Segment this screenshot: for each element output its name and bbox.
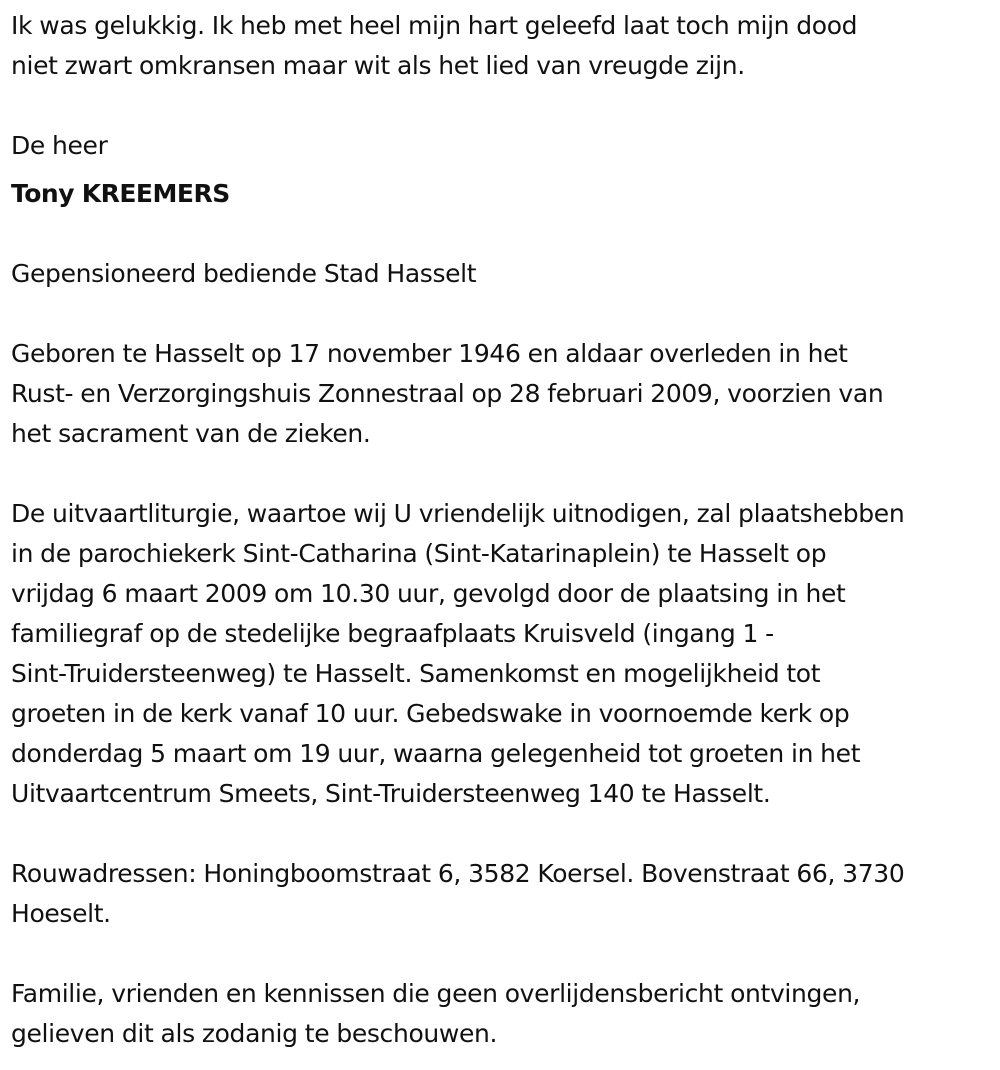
obituary-notice [11, 6, 996, 1054]
paragraph-line: Rouwadressen: Honingboomstraat 6, 3582 Koersel. Bovenstraat 66, 3730 [11, 859, 905, 888]
funeral-paragraph [11, 494, 996, 814]
paragraph-line: Familie, vrienden en kennissen die geen overlijdensbericht ontvingen, [11, 979, 861, 1008]
addresses-paragraph [11, 854, 996, 934]
closing-paragraph [11, 974, 996, 1054]
honorific: De heer [11, 131, 108, 160]
paragraph-line: donderdag 5 maart om 19 uur, waarna gelegenheid tot groeten in het [11, 739, 861, 768]
paragraph-line: De uitvaartliturgie, waartoe wij U vriendelijk uitnodigen, zal plaatshebben [11, 499, 905, 528]
paragraph-line: het sacrament van de zieken. [11, 419, 371, 448]
paragraph-line: groeten in de kerk vanaf 10 uur. Gebedswake in voornoemde kerk op [11, 699, 850, 728]
spacer [11, 86, 996, 126]
paragraph-line: familiegraf op de stedelijke begraafplaats Kruisveld (ingang 1 - [11, 619, 774, 648]
birth-death-paragraph [11, 334, 996, 454]
deceased-name: Tony KREEMERS [11, 179, 230, 208]
paragraph-line: Hoeselt. [11, 899, 111, 928]
quote-line: Ik was gelukkig. Ik heb met heel mijn hart geleefd laat toch mijn dood [11, 11, 858, 40]
paragraph-line: Rust- en Verzorgingshuis Zonnestraal op 28 februari 2009, voorzien van [11, 379, 884, 408]
spacer [11, 294, 996, 334]
spacer [11, 934, 996, 974]
paragraph-line: Sint-Truidersteenweg) te Hasselt. Samenkomst en mogelijkheid tot [11, 659, 821, 688]
paragraph-line: Uitvaartcentrum Smeets, Sint-Truidersteenweg 140 te Hasselt. [11, 779, 771, 808]
spacer [11, 214, 996, 254]
opening-quote [11, 6, 996, 86]
occupation: Gepensioneerd bediende Stad Hasselt [11, 259, 477, 288]
paragraph-line: gelieven dit als zodanig te beschouwen. [11, 1019, 498, 1048]
paragraph-line: vrijdag 6 maart 2009 om 10.30 uur, gevolgd door de plaatsing in het [11, 579, 846, 608]
quote-line: niet zwart omkransen maar wit als het lied van vreugde zijn. [11, 51, 745, 80]
paragraph-line: Geboren te Hasselt op 17 november 1946 en aldaar overleden in het [11, 339, 848, 368]
paragraph-line: in de parochiekerk Sint-Catharina (Sint-Katarinaplein) te Hasselt op [11, 539, 827, 568]
spacer [11, 454, 996, 494]
spacer [11, 814, 996, 854]
